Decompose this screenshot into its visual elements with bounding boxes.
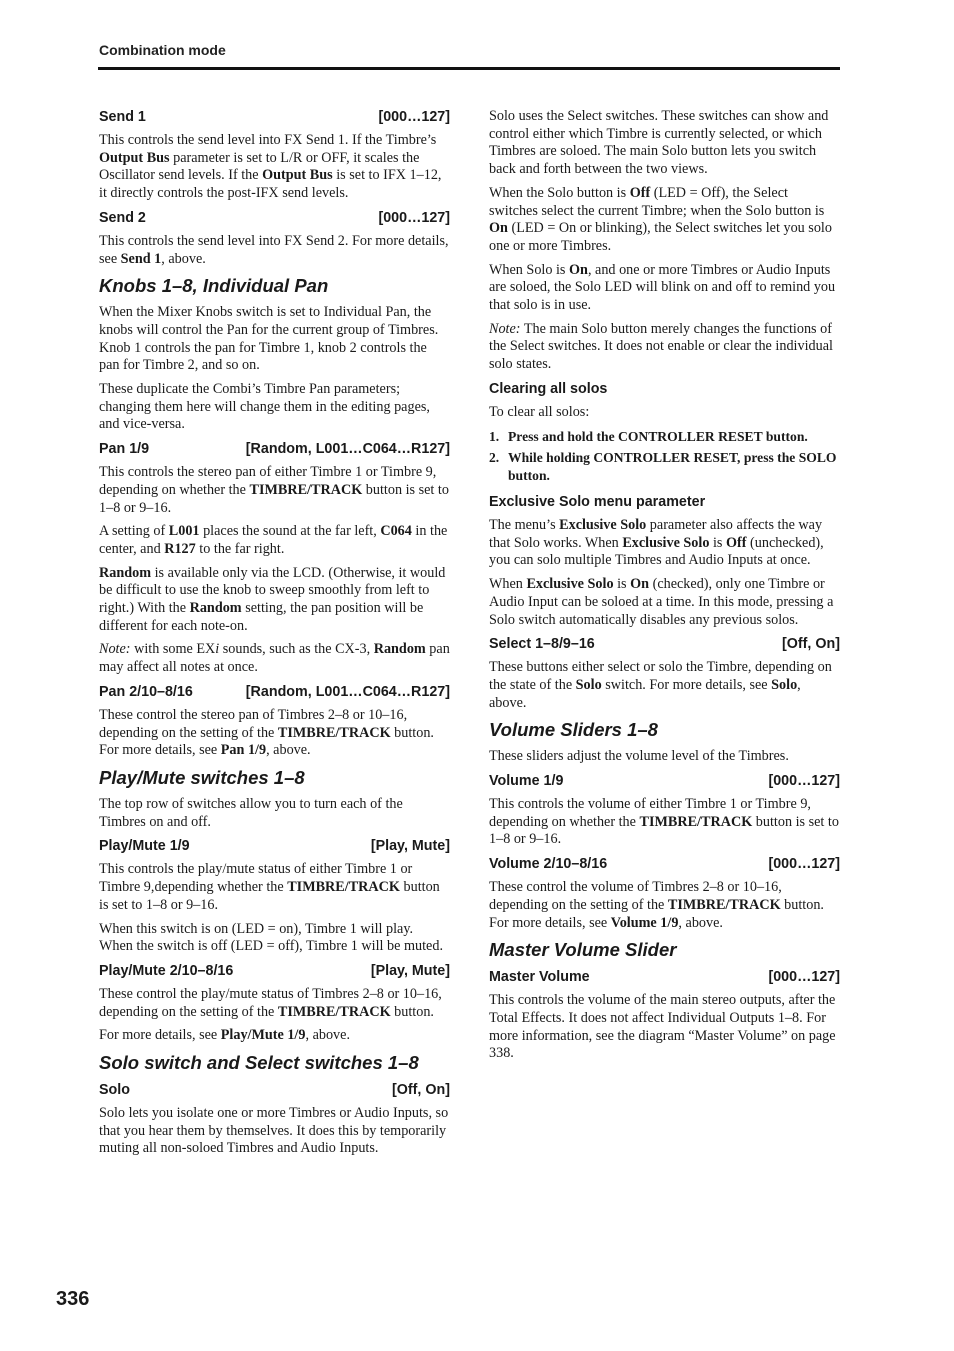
- param-pan-2-16: [99, 683, 450, 702]
- right-column: [489, 108, 840, 1069]
- param-select: [489, 635, 840, 654]
- solo-paragraph: Solo lets you isolate one or more Timbres or Audio Inputs, so that you hear them by themselves. It does this by temporarily muting all non-soloed Timbres and Audio Inputs.: [99, 1105, 449, 1157]
- param-solo: [99, 1081, 450, 1100]
- param-range: [000…127]: [378, 209, 450, 226]
- play-mute-1-9-paragraph-2: When this switch is on (LED = on), Timbre 1 will play. When the switch is off (LED = off), Timbre 1 will be muted.: [99, 920, 443, 955]
- param-name: Volume 2/10–8/16: [489, 856, 608, 873]
- subhead-clearing-all-solos: Clearing all solos: [489, 380, 608, 397]
- param-name: Select 1–8/9–16: [489, 636, 595, 653]
- param-range: [Random, L001…C064…R127]: [245, 441, 450, 458]
- pan-1-9-paragraph-3: Random is available only via the LCD. (Otherwise, it would be difficult to use the knob to sweep smoothly from left to right.) With the Random setting, the pan position will be different for each note-on.: [99, 564, 446, 634]
- section-knobs-individual-pan: Knobs 1–8, Individual Pan: [99, 275, 329, 297]
- clearing-intro: To clear all solos:: [489, 403, 590, 420]
- page-number: 336: [56, 1288, 90, 1310]
- select-paragraph: These buttons either select or solo the Timbre, depending on the state of the Solo switch. For more details, see Solo, above.: [489, 659, 832, 711]
- param-name: Play/Mute 2/10–8/16: [99, 962, 234, 979]
- param-name: Play/Mute 1/9: [99, 838, 190, 855]
- param-name: Send 2: [99, 209, 146, 226]
- section-play-mute-switches: Play/Mute switches 1–8: [99, 766, 305, 788]
- header-rule: [98, 67, 840, 70]
- left-column: [99, 108, 450, 1164]
- pan-1-9-note: Note: with some EXi sounds, such as the CX-3, Random pan may affect all notes at once.: [99, 641, 450, 676]
- section-solo-select-switches: Solo switch and Select switches 1–8: [99, 1052, 419, 1074]
- send-2-description: This controls the send level into FX Send 2. For more details, see Send 1, above.: [99, 232, 449, 267]
- param-name: Send 1: [99, 109, 146, 125]
- solo-cont-note: Note: The main Solo button merely changes the functions of the Select switches. It does not enable or clear the individual solo states.: [489, 320, 833, 373]
- param-range: [Off, On]: [392, 1082, 450, 1099]
- param-play-mute-2-16: [99, 962, 450, 981]
- param-name: Pan 2/10–8/16: [99, 683, 193, 700]
- exclusive-paragraph-1: The menu’s Exclusive Solo parameter also affects the way that Solo works. When Exclusive Solo is Off (unchecked), you can solo multiple Timbres and Audio Inputs at once.: [489, 517, 824, 569]
- play-mute-2-16-paragraph-2: For more details, see Play/Mute 1/9, above.: [99, 1027, 350, 1044]
- play-mute-2-16-paragraph-1: These control the play/mute status of Timbres 2–8 or 10–16, depending on the setting of the TIMBRE/TRACK button.: [99, 985, 442, 1020]
- param-name: Pan 1/9: [99, 441, 150, 458]
- param-range: [Play, Mute]: [370, 962, 450, 979]
- param-send-2: [99, 209, 450, 228]
- subhead-exclusive-solo: Exclusive Solo menu parameter: [489, 494, 706, 511]
- play-mute-1-9-paragraph-1: This controls the play/mute status of either Timbre 1 or Timbre 9,depending whether the TIMBRE/TRACK button is set to 1–8 or 9–16.: [99, 861, 440, 913]
- solo-cont-paragraph-3: When Solo is On, and one or more Timbres or Audio Inputs are soloed, the Solo LED will blink on and off to remind you that solo is in use.: [489, 261, 836, 314]
- knobs-paragraph-2: These duplicate the Combi’s Timbre Pan parameters; changing them here will change them in the editing pages, and vice-versa.: [99, 381, 430, 433]
- param-range: [000…127]: [768, 773, 840, 790]
- param-range: [000…127]: [378, 109, 450, 125]
- param-range: [000…127]: [768, 969, 840, 986]
- param-name: Volume 1/9: [489, 773, 564, 790]
- master-volume-paragraph: This controls the volume of the main stereo outputs, after the Total Effects. It does not affect Individual Outputs 1–8. For more information, see the diagram “Master Volume” on page 338.: [489, 992, 836, 1062]
- section-master-volume-slider: Master Volume Slider: [489, 939, 677, 961]
- param-name: Solo: [99, 1082, 130, 1099]
- param-volume-2-16: [489, 855, 840, 874]
- send-1-description: This controls the send level into FX Send 1. If the Timbre’s Output Bus parameter is set to L/R or OFF, it scales the Oscillator send levels. If the Output Bus is set to IFX 1–12, it directly controls the post-IFX send levels.: [99, 132, 442, 202]
- step-item: 1. Press and hold the CONTROLLER RESET button.: [489, 428, 808, 444]
- param-name: Master Volume: [489, 969, 590, 986]
- exclusive-paragraph-2: When Exclusive Solo is On (checked), only one Timbre or Audio Input can be soloed at a time. In this mode, pressing a Solo switch automatically disables any previous solos.: [489, 576, 834, 628]
- volume-2-16-paragraph: These control the volume of Timbres 2–8 or 10–16, depending on the setting of the TIMBRE/TRACK button. For more details, see Volume 1/9, above.: [489, 879, 824, 931]
- running-header: Combination mode: [99, 42, 226, 58]
- play-mute-intro: The top row of switches allow you to turn each of the Timbres on and off.: [99, 795, 403, 830]
- volume-sliders-intro: These sliders adjust the volume level of the Timbres.: [489, 748, 789, 765]
- param-send-1: [99, 108, 450, 127]
- param-play-mute-1-9: [99, 837, 450, 856]
- pan-2-16-paragraph: These control the stereo pan of Timbres 2–8 or 10–16, depending on the setting of the TIMBRE/TRACK button. For more details, see Pan 1/9, above.: [99, 706, 434, 759]
- solo-cont-paragraph-1: Solo uses the Select switches. These switches can show and control either which Timbre is currently selected, or which Timbres are soloed. The main Solo button lets you switch back and forth between the two views.: [489, 108, 829, 178]
- param-range: [000…127]: [768, 856, 840, 873]
- section-volume-sliders: Volume Sliders 1–8: [489, 719, 658, 741]
- pan-1-9-paragraph-1: This controls the stereo pan of either Timbre 1 or Timbre 9, depending on whether the TIMBRE/TRACK button is set to 1–8 or 9–16.: [99, 464, 449, 516]
- param-master-volume: [489, 968, 840, 987]
- param-range: [Play, Mute]: [370, 838, 450, 855]
- step-item: 2. While holding CONTROLLER RESET, press the SOLO button.: [489, 450, 837, 483]
- solo-cont-paragraph-2: When the Solo button is Off (LED = Off), the Select switches select the current Timbre; when the Solo button is On (LED = On or blinking), the Select switches let you solo one or more Timbres.: [489, 184, 832, 254]
- param-range: [Random, L001…C064…R127]: [245, 683, 450, 700]
- param-pan-1-9: [99, 440, 450, 459]
- clearing-steps: [489, 428, 840, 485]
- volume-1-9-paragraph: This controls the volume of either Timbre 1 or Timbre 9, depending on whether the TIMBRE/TRACK button is set to 1–8 or 9–16.: [489, 796, 839, 848]
- knobs-paragraph-1: When the Mixer Knobs switch is set to Individual Pan, the knobs will control the Pan for the current group of Timbres. Knob 1 controls the pan for Timbre 1, knob 2 controls the pan for Timbre 2, and so on.: [99, 304, 439, 374]
- pan-1-9-paragraph-2: A setting of L001 places the sound at the far left, C064 in the center, and R127 to the far right.: [99, 523, 448, 557]
- param-range: [Off, On]: [782, 636, 840, 653]
- param-volume-1-9: [489, 772, 840, 791]
